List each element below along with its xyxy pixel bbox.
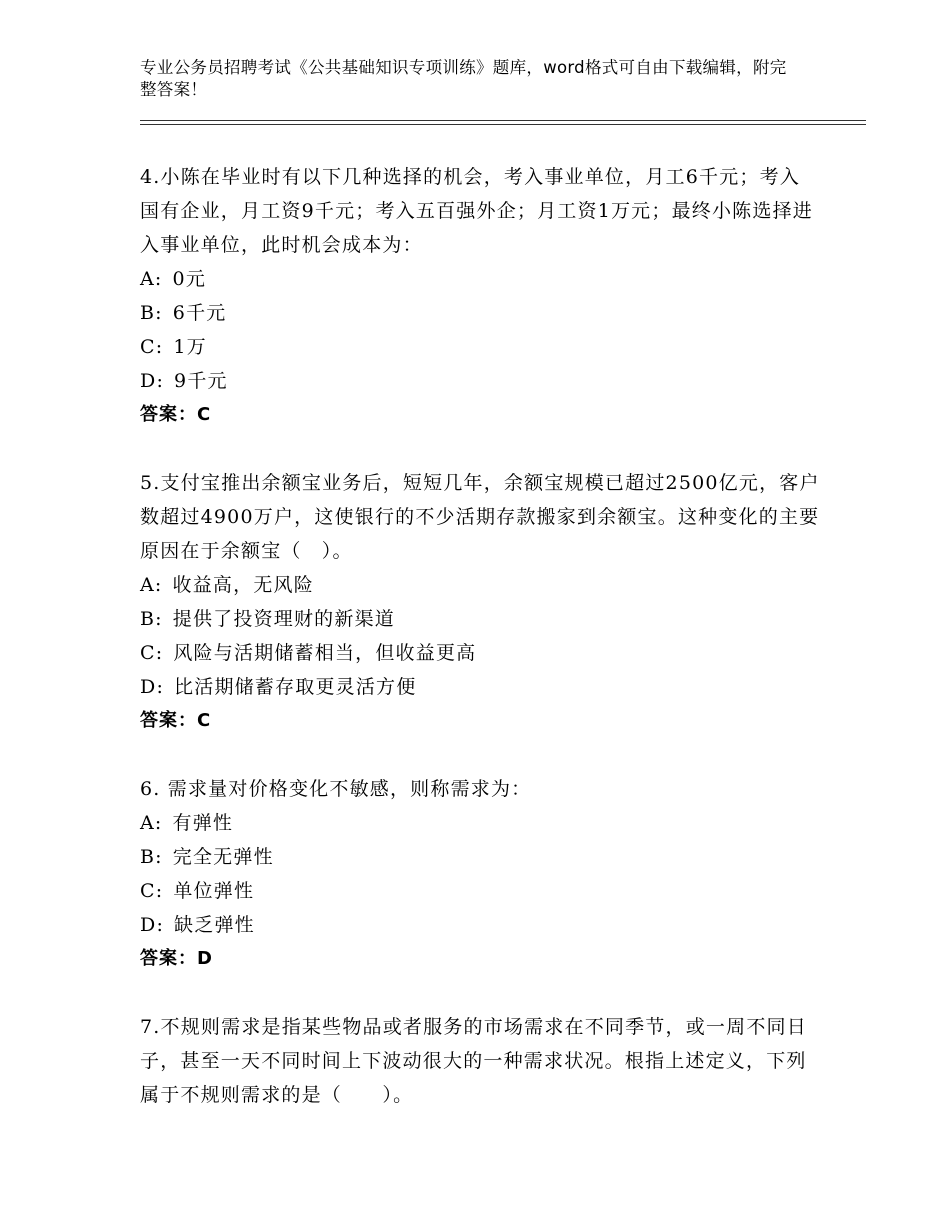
option-key: B (140, 608, 156, 630)
option-key: C (140, 642, 156, 664)
option-sep: : (155, 846, 163, 868)
option-text: 单位弹性 (173, 880, 255, 902)
option-key: D (140, 914, 157, 936)
option-d (140, 670, 820, 704)
header-divider-top (140, 120, 866, 121)
option-sep: : (154, 812, 163, 834)
option-sep: : (155, 642, 164, 664)
option-text: 风险与活期储蓄相当，但收益更高 (173, 642, 477, 664)
option-text: 比活期储蓄存取更灵活方便 (174, 676, 417, 698)
option-a (140, 262, 820, 296)
option-text: 9千元 (174, 370, 228, 392)
question-text: 6. 需求量对价格变化不敏感，则称需求为： (140, 778, 532, 800)
page-header: 专业公务员招聘考试《公共基础知识专项训练》题库，word格式可自由下载编辑，附完整答案！ (140, 58, 787, 99)
option-sep: : (155, 880, 164, 902)
option-key: D (140, 370, 157, 392)
answer-line: 答案：C (140, 710, 212, 731)
option-c (140, 330, 820, 364)
question-text: 4.小陈在毕业时有以下几种选择的机会，考入事业单位，月工6千元；考入国有企业，月工资9千元；考入五百强外企；月工资1万元；最终小陈选择进入事业单位，此时机会成本为： (140, 166, 813, 256)
option-b (140, 602, 820, 636)
option-key: A (140, 268, 155, 290)
option-sep: : (156, 676, 165, 698)
option-a (140, 806, 820, 840)
option-sep: : (156, 914, 165, 936)
option-key: B (140, 846, 156, 868)
option-c (140, 874, 820, 908)
option-text: 有弹性 (172, 812, 234, 834)
option-text: 完全无弹性 (172, 846, 274, 868)
option-key: A (140, 812, 155, 834)
option-sep: : (155, 302, 163, 324)
option-d (140, 364, 820, 398)
option-b (140, 296, 820, 330)
question-7 (140, 1010, 820, 1112)
option-sep: : (156, 370, 165, 392)
option-text: 收益高，无风险 (172, 574, 314, 596)
answer-line: 答案：D (140, 948, 213, 969)
option-key: A (140, 574, 155, 596)
option-d (140, 908, 820, 942)
option-key: C (140, 336, 156, 358)
question-4 (140, 160, 820, 432)
question-text: 5.支付宝推出余额宝业务后，短短几年，余额宝规模已超过2500亿元，客户数超过4900万户，这使银行的不少活期存款搬家到余额宝。这种变化的主要原因在于余额宝（ ）。 (140, 472, 820, 562)
option-key: C (140, 880, 156, 902)
header-divider-bottom (140, 124, 866, 125)
option-c (140, 636, 820, 670)
answer-line: 答案：C (140, 404, 212, 425)
question-text: 7.不规则需求是指某些物品或者服务的市场需求在不同季节，或一周不同日子，甚至一天不同时间上下波动很大的一种需求状况。根指上述定义，下列属于不规则需求的是（ ）。 (140, 1016, 807, 1106)
option-text: 0元 (172, 268, 207, 290)
option-key: B (140, 302, 156, 324)
question-list (140, 160, 820, 1146)
question-5 (140, 466, 820, 738)
option-text: 缺乏弹性 (174, 914, 255, 936)
option-b (140, 840, 820, 874)
option-sep: : (155, 608, 163, 630)
option-sep: : (154, 574, 163, 596)
option-text: 提供了投资理财的新渠道 (172, 608, 395, 630)
option-text: 6千元 (172, 302, 227, 324)
option-sep: : (154, 268, 163, 290)
option-sep: : (155, 336, 164, 358)
question-6 (140, 772, 820, 976)
option-key: D (140, 676, 157, 698)
option-text: 1万 (173, 336, 207, 358)
option-a (140, 568, 820, 602)
